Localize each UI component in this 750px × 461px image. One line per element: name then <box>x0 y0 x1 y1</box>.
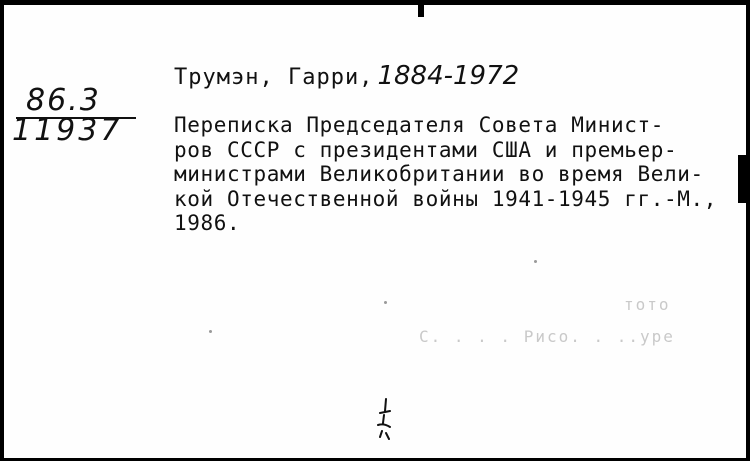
card-notch <box>418 5 424 17</box>
heading-dates: 1884-1972 <box>377 61 520 91</box>
faint-bleedthrough-text: С. . . . Рисо. . ..уре <box>419 327 675 346</box>
faint-bleedthrough-text: тото <box>624 295 671 314</box>
card-description <box>174 113 750 236</box>
description-line: кой Отечественной войны 1941-1945 гг.-М., <box>174 186 717 211</box>
speck <box>209 330 212 333</box>
shelf-mark <box>12 83 152 155</box>
card-heading <box>174 61 519 91</box>
description-line: министрами Великобритании во время Вели- <box>174 162 704 186</box>
shelf-mark-top: 86.3 <box>26 83 101 118</box>
description-line: 1986. <box>174 211 241 235</box>
speck <box>384 301 387 304</box>
description-line: ров СССР с президентами США и премьер- <box>174 137 678 162</box>
ink-mark-icon <box>372 397 396 441</box>
description-line: Переписка Председателя Совета Минист- <box>174 113 664 137</box>
speck <box>534 260 537 263</box>
heading-author: Трумэн, Гарри, <box>174 65 374 90</box>
shelf-mark-bottom: 11937 <box>12 113 123 148</box>
